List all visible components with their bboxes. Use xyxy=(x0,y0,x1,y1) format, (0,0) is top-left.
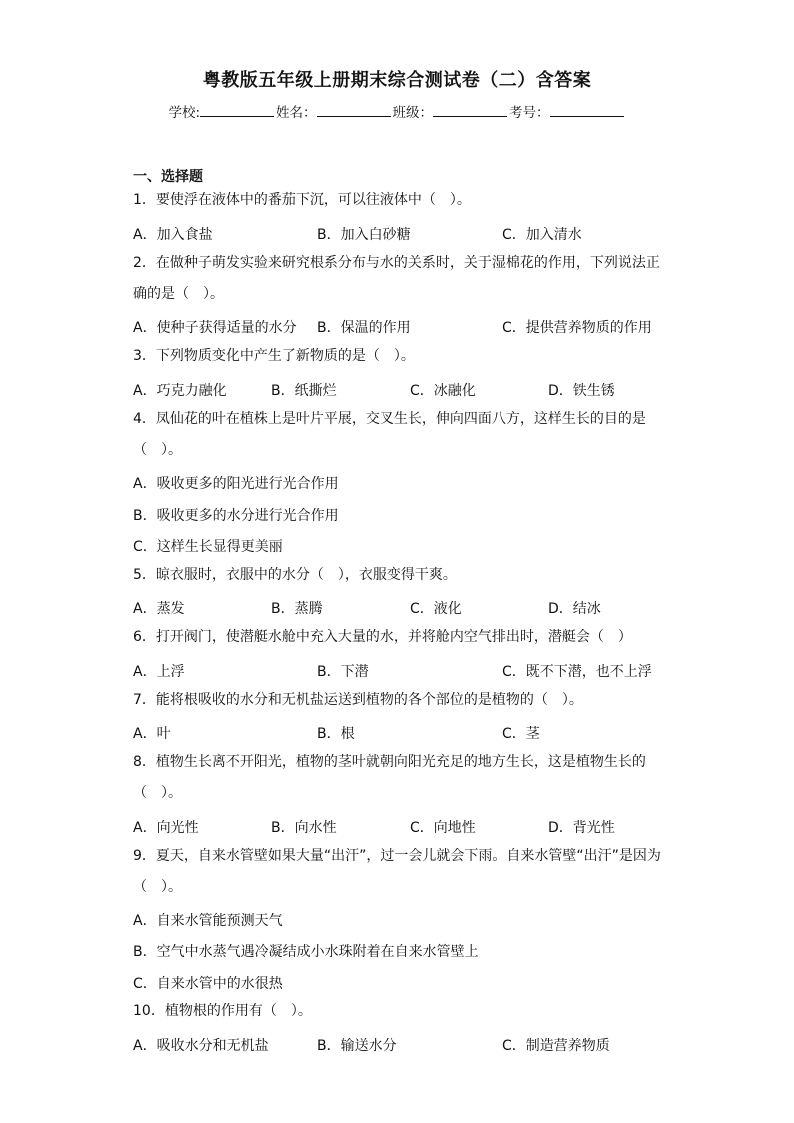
exam-no-label: 考号： xyxy=(509,105,550,121)
option-c[interactable]: C．茎 xyxy=(502,726,540,742)
option-b[interactable]: B．下潜 xyxy=(317,664,369,680)
option-d[interactable]: D．铁生锈 xyxy=(548,383,615,399)
option-a[interactable]: A．向光性 xyxy=(133,820,199,836)
option-a[interactable]: A．吸收水分和无机盐 xyxy=(133,1038,269,1054)
page-title: 粤教版五年级上册期末综合测试卷（二）含答案 xyxy=(202,70,592,91)
question-2-line-2: 确的是（ ）。 xyxy=(133,286,224,302)
option-c[interactable]: C．这样生长显得更美丽 xyxy=(133,539,283,555)
option-b[interactable]: B．保温的作用 xyxy=(317,320,411,336)
option-b[interactable]: B．纸撕烂 xyxy=(271,383,337,399)
option-b[interactable]: B．输送水分 xyxy=(317,1038,397,1054)
option-c[interactable]: C．自来水管中的水很热 xyxy=(133,976,283,992)
option-c[interactable]: C．向地性 xyxy=(410,820,476,836)
class-blank[interactable] xyxy=(433,102,507,117)
option-b[interactable]: B．空气中水蒸气遇冷凝结成小水珠附着在自来水管壁上 xyxy=(133,944,479,960)
option-a[interactable]: A．吸收更多的阳光进行光合作用 xyxy=(133,476,339,492)
question-4-line-1: 4．凤仙花的叶在植株上是叶片平展，交叉生长，伸向四面八方，这样生长的目的是 xyxy=(133,411,646,427)
question-1: 1．要使浮在液体中的番茄下沉，可以往液体中（ ）。 xyxy=(133,192,471,208)
option-a[interactable]: A．自来水管能预测天气 xyxy=(133,913,283,929)
option-c[interactable]: C．既不下潜，也不上浮 xyxy=(502,664,652,680)
option-c[interactable]: C．液化 xyxy=(410,601,462,617)
question-8-line-1: 8．植物生长离不开阳光，植物的茎叶就朝向阳光充足的地方生长，这是植物生长的 xyxy=(133,754,646,770)
question-10: 10．植物根的作用有（ ）。 xyxy=(133,1003,312,1019)
school-label: 学校: xyxy=(168,105,201,121)
option-b[interactable]: B．根 xyxy=(317,726,355,742)
option-d[interactable]: D．结冰 xyxy=(548,601,601,617)
name-blank[interactable] xyxy=(317,102,391,117)
option-c[interactable]: C．加入清水 xyxy=(502,227,582,243)
school-blank[interactable] xyxy=(200,102,274,117)
option-b[interactable]: B．蒸腾 xyxy=(271,601,323,617)
class-label: 班级： xyxy=(392,105,434,121)
question-9-line-1: 9．夏天，自来水管壁如果大量“出汗”，过一会儿就会下雨。自来水管壁“出汗”是因为 xyxy=(133,848,661,864)
question-3: 3．下列物质变化中产生了新物质的是（ ）。 xyxy=(133,348,415,364)
exam-no-blank[interactable] xyxy=(550,102,624,117)
option-a[interactable]: A．上浮 xyxy=(133,664,185,680)
option-c[interactable]: C．冰融化 xyxy=(410,383,476,399)
option-c[interactable]: C．制造营养物质 xyxy=(502,1038,610,1054)
question-6: 6．打开阀门，使潜艇水舱中充入大量的水，并将舱内空气排出时，潜艇会（ ） xyxy=(133,629,632,645)
question-2-line-1: 2．在做种子萌发实验来研究根系分布与水的关系时，关于湿棉花的作用，下列说法正 xyxy=(133,255,660,271)
name-label: 姓名： xyxy=(276,105,317,121)
option-a[interactable]: A．蒸发 xyxy=(133,601,185,617)
question-8-line-2: （ ）。 xyxy=(133,785,182,801)
question-4-line-2: （ ）。 xyxy=(133,442,182,458)
question-9-line-2: （ ）。 xyxy=(133,879,182,895)
option-a[interactable]: A．巧克力融化 xyxy=(133,383,227,399)
option-a[interactable]: A．使种子获得适量的水分 xyxy=(133,320,297,336)
option-b[interactable]: B．加入白砂糖 xyxy=(317,227,411,243)
section-title: 一、选择题 xyxy=(133,169,203,185)
option-a[interactable]: A．加入食盐 xyxy=(133,227,213,243)
option-b[interactable]: B．吸收更多的水分进行光合作用 xyxy=(133,508,339,524)
student-info-line xyxy=(0,101,794,121)
question-5: 5．晾衣服时，衣服中的水分（ ），衣服变得干爽。 xyxy=(133,567,457,583)
option-c[interactable]: C．提供营养物质的作用 xyxy=(502,320,652,336)
option-a[interactable]: A．叶 xyxy=(133,726,171,742)
question-7: 7．能将根吸收的水分和无机盐运送到植物的各个部位的是植物的（ ）。 xyxy=(133,692,583,708)
option-d[interactable]: D．背光性 xyxy=(548,820,615,836)
option-b[interactable]: B．向水性 xyxy=(271,820,337,836)
